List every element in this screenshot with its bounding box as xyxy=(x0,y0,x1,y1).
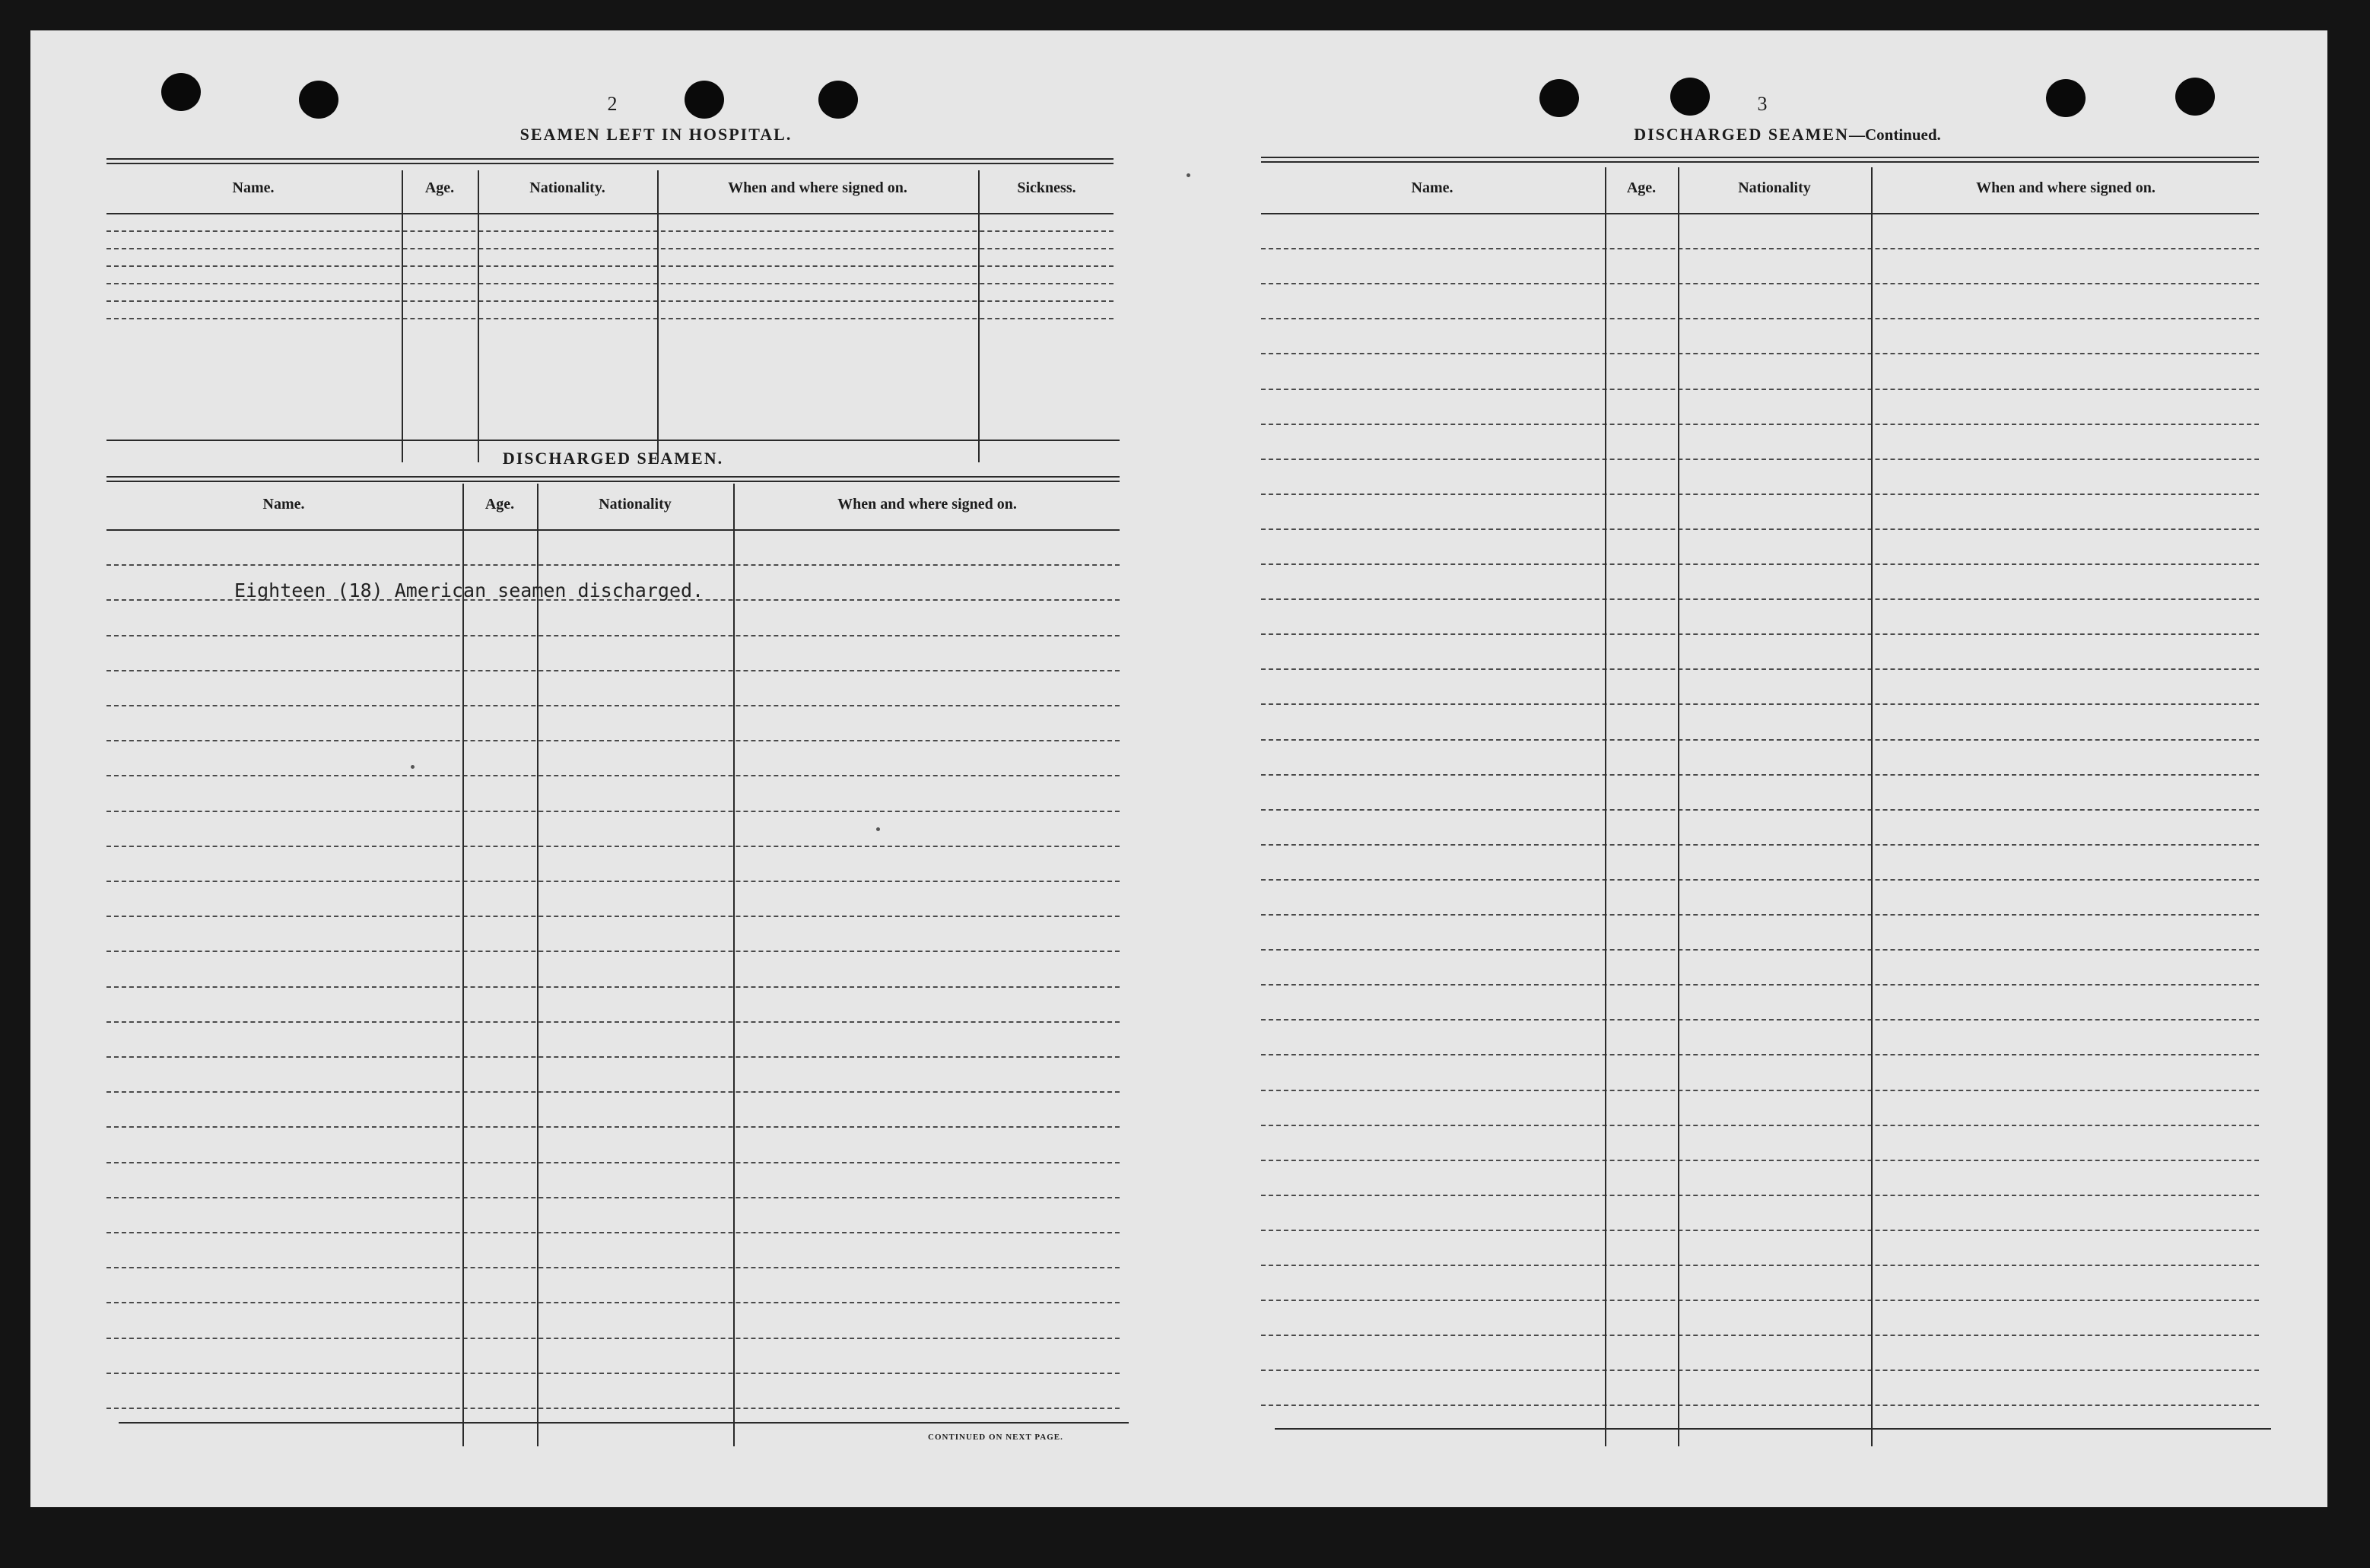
ruled-line xyxy=(106,1162,1120,1163)
right-col-when-where: When and where signed on. xyxy=(1976,179,2156,196)
continued-note: CONTINUED ON NEXT PAGE. xyxy=(928,1433,1063,1442)
ruled-line xyxy=(1261,914,2259,916)
punch-hole xyxy=(1539,79,1579,117)
ruled-line xyxy=(106,846,1120,847)
ruled-line xyxy=(106,1021,1120,1023)
ruled-line xyxy=(106,529,1120,531)
ruled-line xyxy=(1261,563,2259,565)
ruled-line xyxy=(1261,844,2259,846)
ruled-line xyxy=(106,1126,1120,1128)
ruled-line xyxy=(1261,1405,2259,1406)
title-main: DISCHARGED SEAMEN xyxy=(1634,125,1849,144)
discharged-col-nationality: Nationality xyxy=(599,496,672,513)
ruled-line xyxy=(106,1232,1120,1233)
ruled-line xyxy=(1261,1090,2259,1091)
ruled-line xyxy=(106,265,1114,267)
ruled-line xyxy=(1261,739,2259,741)
ruled-line xyxy=(106,916,1120,917)
ruled-line xyxy=(1261,1195,2259,1196)
ruled-line xyxy=(106,1338,1120,1339)
ruled-line xyxy=(1261,528,2259,530)
discharged-section-title: DISCHARGED SEAMEN. xyxy=(502,449,724,468)
ruled-line xyxy=(1261,1125,2259,1126)
ruled-line xyxy=(1261,494,2259,495)
ruled-line xyxy=(106,1267,1120,1268)
right-col-nationality: Nationality xyxy=(1738,179,1811,196)
punch-hole xyxy=(299,81,338,119)
ruled-line xyxy=(1261,389,2259,390)
title-continued: —Continued. xyxy=(1848,125,1941,144)
ruled-line xyxy=(1261,1335,2259,1336)
ruled-line xyxy=(1261,1230,2259,1231)
speck xyxy=(876,827,880,831)
ruled-line xyxy=(1261,248,2259,249)
right-col-age: Age. xyxy=(1626,179,1657,196)
ruled-line xyxy=(106,283,1114,284)
ruled-line xyxy=(1261,879,2259,881)
ruled-line xyxy=(106,1302,1120,1303)
hospital-col-when-where: When and where signed on. xyxy=(728,179,907,196)
ruled-line xyxy=(1261,809,2259,811)
punch-hole xyxy=(685,81,724,119)
ruled-line xyxy=(106,1408,1120,1409)
ruled-line xyxy=(106,1373,1120,1374)
ruled-line xyxy=(106,670,1120,671)
ruled-line xyxy=(1261,1370,2259,1371)
ruled-line xyxy=(1261,424,2259,425)
ruled-line xyxy=(106,775,1120,776)
page-number-right: 3 xyxy=(1757,93,1768,115)
punch-hole xyxy=(2046,79,2086,117)
hospital-col-nationality: Nationality. xyxy=(529,179,605,196)
ruled-line xyxy=(1261,984,2259,986)
discharged-col-when-where: When and where signed on. xyxy=(837,496,1017,513)
ruled-line xyxy=(1261,633,2259,635)
ruled-line xyxy=(106,811,1120,812)
hospital-section-title: SEAMEN LEFT IN HOSPITAL. xyxy=(519,125,793,144)
discharged-col-age: Age. xyxy=(484,496,515,513)
right-col-name: Name. xyxy=(1411,179,1453,196)
discharged-continued-title xyxy=(1293,125,2282,144)
ruled-line xyxy=(1261,1054,2259,1055)
ruled-line xyxy=(1261,1300,2259,1301)
ruled-line xyxy=(1261,213,2259,214)
speck xyxy=(411,765,415,769)
ruled-line xyxy=(1261,774,2259,776)
ruled-line xyxy=(106,705,1120,706)
ruled-line xyxy=(106,230,1114,232)
punch-hole xyxy=(1670,78,1710,116)
hospital-col-sickness: Sickness. xyxy=(1017,179,1076,196)
ruled-line xyxy=(1261,668,2259,670)
ruled-line xyxy=(106,1197,1120,1198)
ruled-line xyxy=(106,1091,1120,1093)
ruled-line xyxy=(1261,703,2259,705)
ruled-line xyxy=(1261,353,2259,354)
ruled-line xyxy=(106,318,1114,319)
ruled-line xyxy=(106,248,1114,249)
ruled-line xyxy=(1261,1265,2259,1266)
page-number-left: 2 xyxy=(607,93,618,115)
ruled-line xyxy=(106,986,1120,988)
typed-entry: Eighteen (18) American seamen discharged. xyxy=(234,579,704,601)
ruled-line xyxy=(106,635,1120,636)
ruled-line xyxy=(106,881,1120,882)
ledger-sheet xyxy=(30,30,2327,1507)
ruled-line xyxy=(106,213,1114,214)
ruled-line xyxy=(106,300,1114,302)
punch-hole xyxy=(161,73,201,111)
punch-hole xyxy=(818,81,858,119)
ruled-line xyxy=(106,1056,1120,1058)
ruled-line xyxy=(1261,598,2259,600)
ruled-line xyxy=(1261,1160,2259,1161)
ruled-line xyxy=(1261,1019,2259,1020)
hospital-col-age: Age. xyxy=(424,179,455,196)
ruled-line xyxy=(1261,283,2259,284)
discharged-col-name: Name. xyxy=(262,496,305,513)
ruled-line xyxy=(106,564,1120,566)
speck xyxy=(1187,173,1190,177)
ruled-line xyxy=(1261,459,2259,460)
ruled-line xyxy=(1261,949,2259,951)
hospital-col-name: Name. xyxy=(232,179,275,196)
ruled-line xyxy=(106,951,1120,952)
ruled-line xyxy=(1261,318,2259,319)
punch-hole xyxy=(2175,78,2215,116)
ruled-line xyxy=(106,740,1120,741)
